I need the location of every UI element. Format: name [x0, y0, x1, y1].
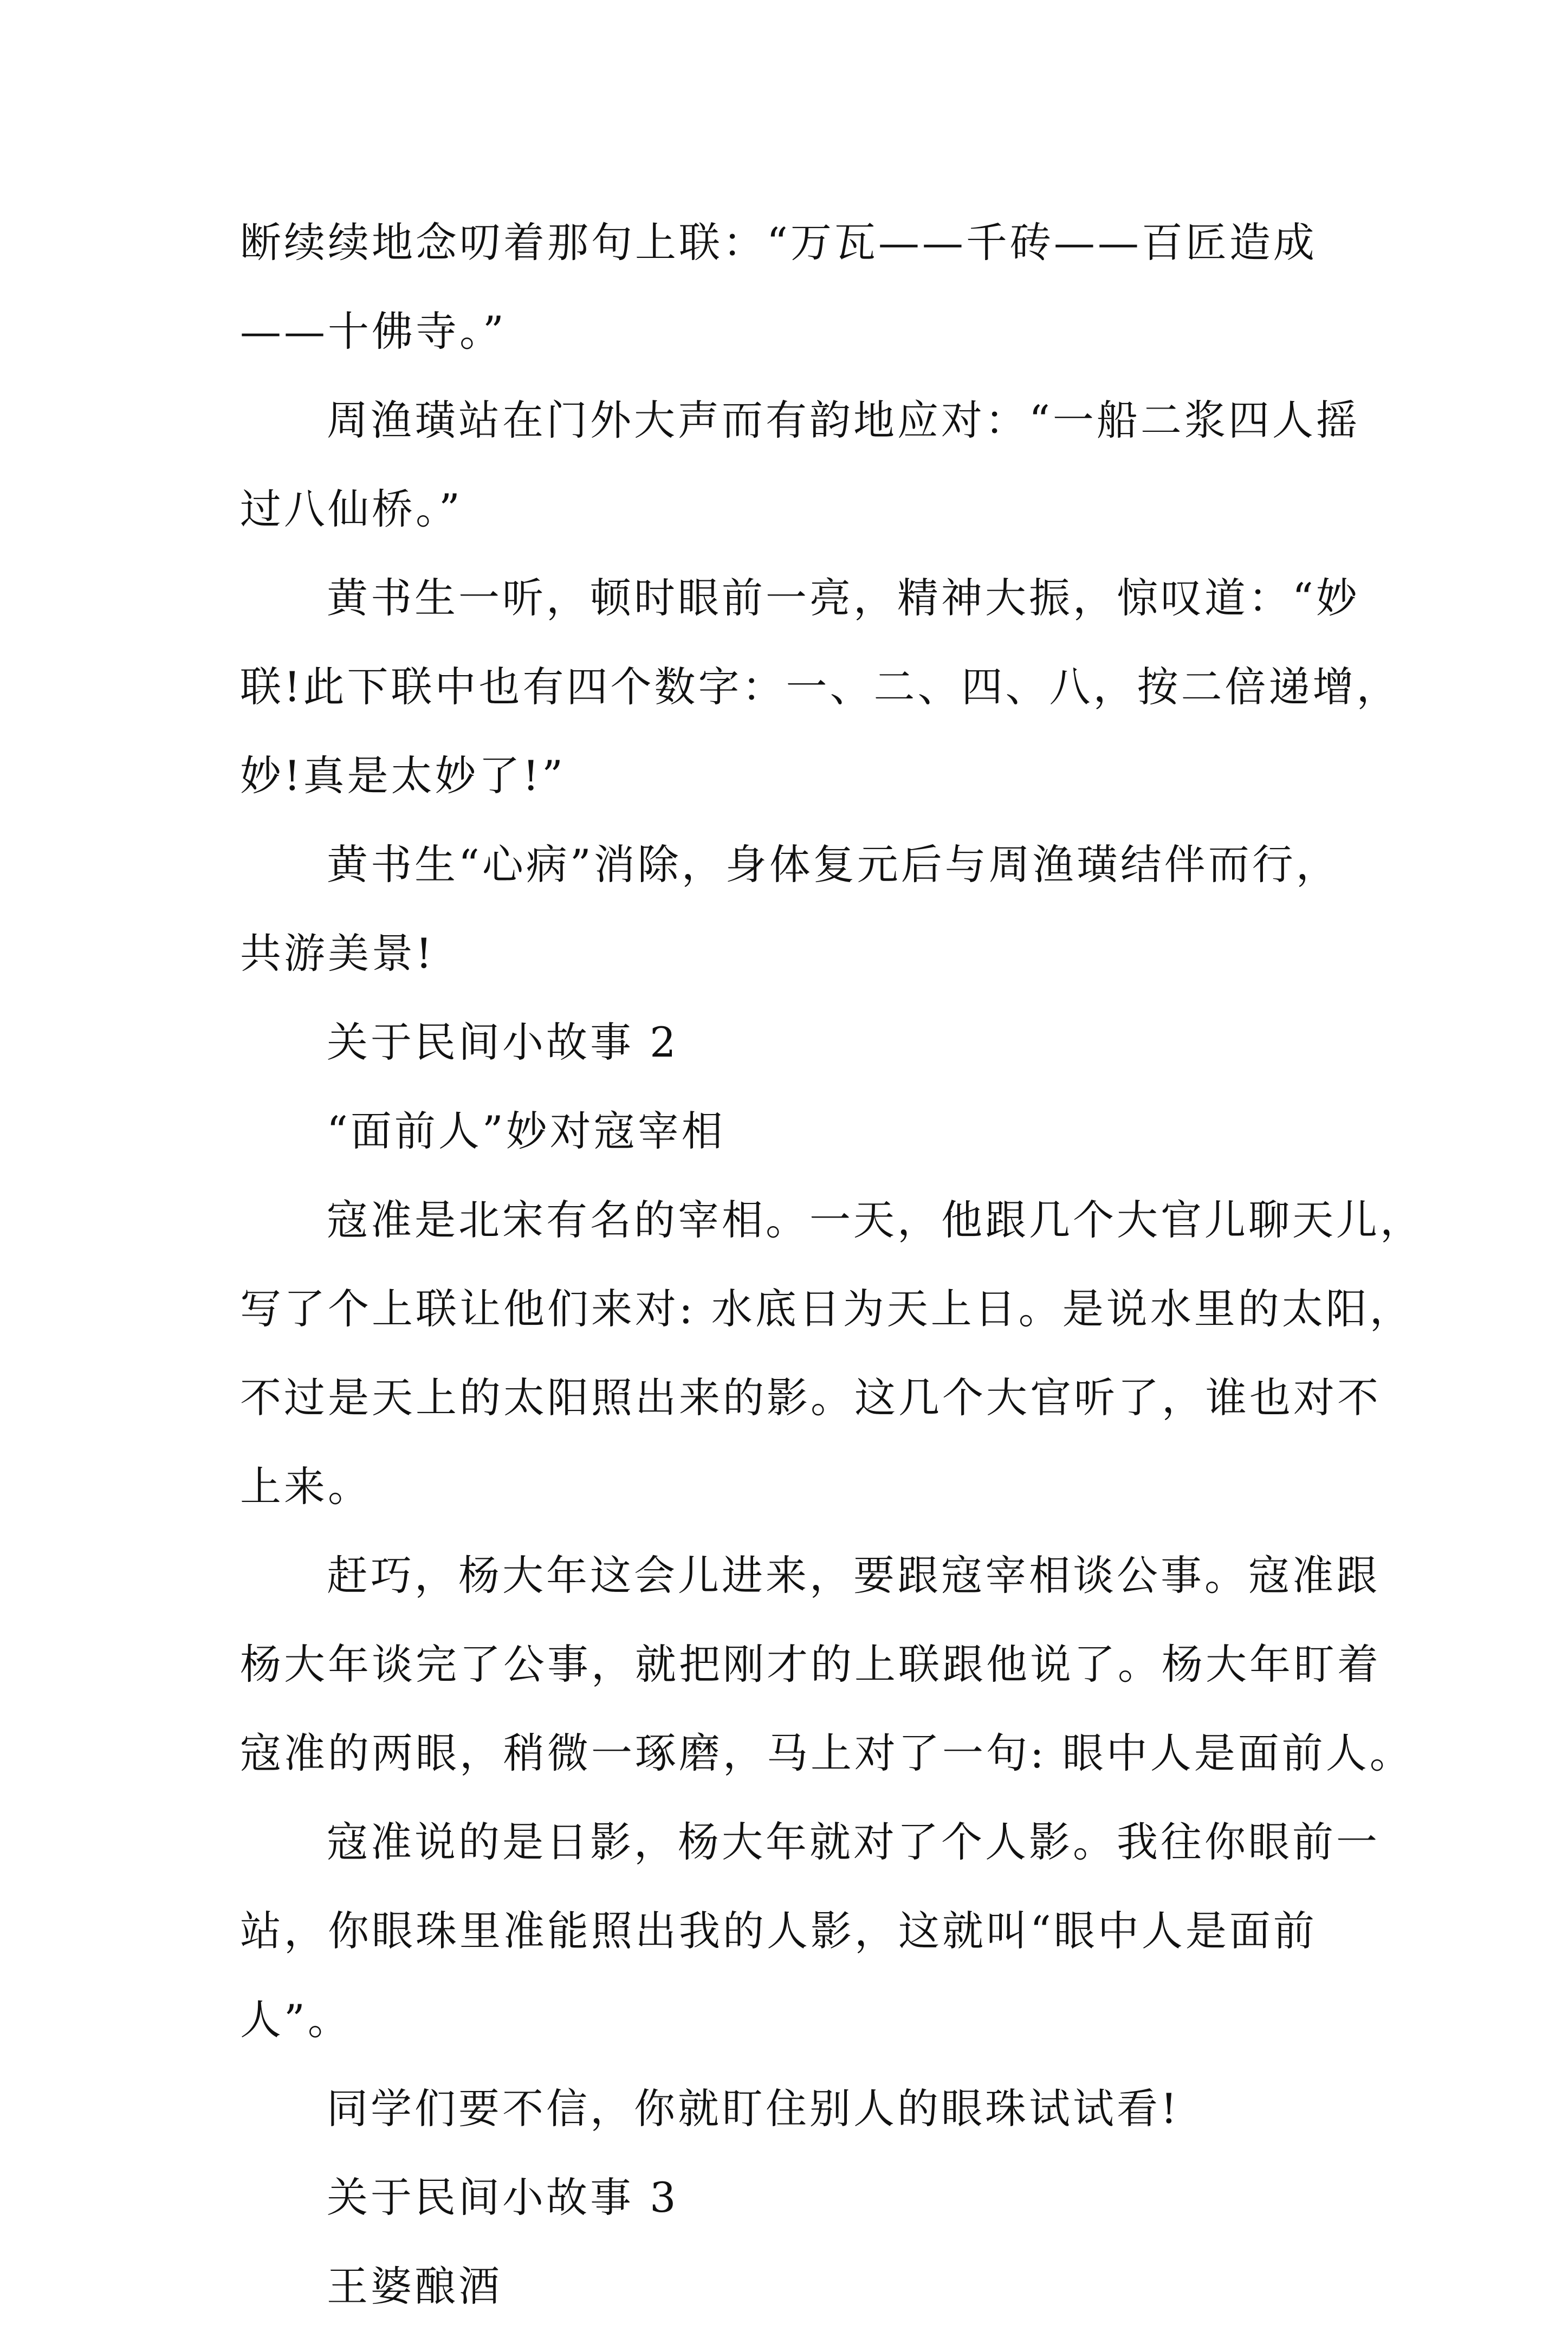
paragraph-line: 共游美景!: [240, 929, 435, 977]
paragraph: [240, 2064, 1345, 2153]
paragraph-line: 寇准是北宋有名的宰相。一天，他跟几个大官儿聊天儿，: [327, 1196, 1424, 1244]
paragraph-line: 上来。: [240, 1462, 372, 1511]
paragraph: [240, 1531, 1414, 1798]
paragraph-line: 人”。: [240, 1996, 352, 2044]
paragraph: [240, 1087, 1345, 1176]
paragraph-line: 杨大年谈完了公事，就把刚才的上联跟他说了。杨大年盯着: [240, 1640, 1381, 1688]
paragraph-line: 赶巧，杨大年这会儿进来，要跟寇宰相谈公事。寇准跟: [327, 1551, 1380, 1600]
paragraph-line: “面前人”妙对寇宰相: [327, 1107, 725, 1155]
paragraph-line: 同学们要不信，你就盯住别人的眼珠试试看!: [327, 2084, 1180, 2133]
paragraph: [240, 820, 1345, 998]
paragraph-line: 王婆酿酒: [327, 2262, 502, 2310]
paragraph-line: 不过是天上的太阳照出来的影。这几个大官听了，谁也对不: [240, 1374, 1381, 1422]
paragraph-line: 寇准的两眼，稍微一琢磨，马上对了一句: 眼中人是面前人。: [240, 1729, 1414, 1777]
paragraph-line: 站，你眼珠里准能照出我的人影，这就叫“眼中人是面前: [240, 1907, 1317, 1955]
paragraph-line: 写了个上联让他们来对: 水底日为天上日。是说水里的太阳，: [240, 1285, 1414, 1333]
paragraph: [240, 376, 1360, 554]
paragraph-line: 关于民间小故事 2: [327, 1018, 679, 1066]
paragraph: [240, 2242, 1345, 2331]
document-body: [240, 198, 1424, 2331]
paragraph: [240, 198, 1345, 376]
paragraph-line: ——十佛寺。”: [240, 307, 507, 355]
paragraph-line: 联!此下联中也有四个数字：一、二、四、八，按二倍递增，: [240, 663, 1401, 711]
paragraph-line: 关于民间小故事 3: [327, 2173, 679, 2222]
paragraph: [240, 2153, 1345, 2242]
paragraph: [240, 554, 1401, 820]
paragraph-line: 黄书生“心病”消除，身体复元后与周渔璜结伴而行，: [327, 840, 1340, 889]
paragraph-line: 妙!真是太妙了!”: [240, 752, 566, 800]
paragraph-line: 寇准说的是日影，杨大年就对了个人影。我往你眼前一: [327, 1818, 1380, 1866]
paragraph-line: 周渔璜站在门外大声而有韵地应对：“一船二浆四人摇: [327, 396, 1360, 444]
paragraph: [240, 1176, 1424, 1531]
paragraph-line: 黄书生一听，顿时眼前一亮，精神大振，惊叹道：“妙: [327, 574, 1360, 622]
paragraph: [240, 1798, 1380, 2064]
paragraph-line: 断续续地念叨着那句上联：“万瓦——千砖——百匠造成: [240, 218, 1317, 267]
paragraph: [240, 998, 1345, 1087]
paragraph-line: 过八仙桥。”: [240, 485, 463, 533]
